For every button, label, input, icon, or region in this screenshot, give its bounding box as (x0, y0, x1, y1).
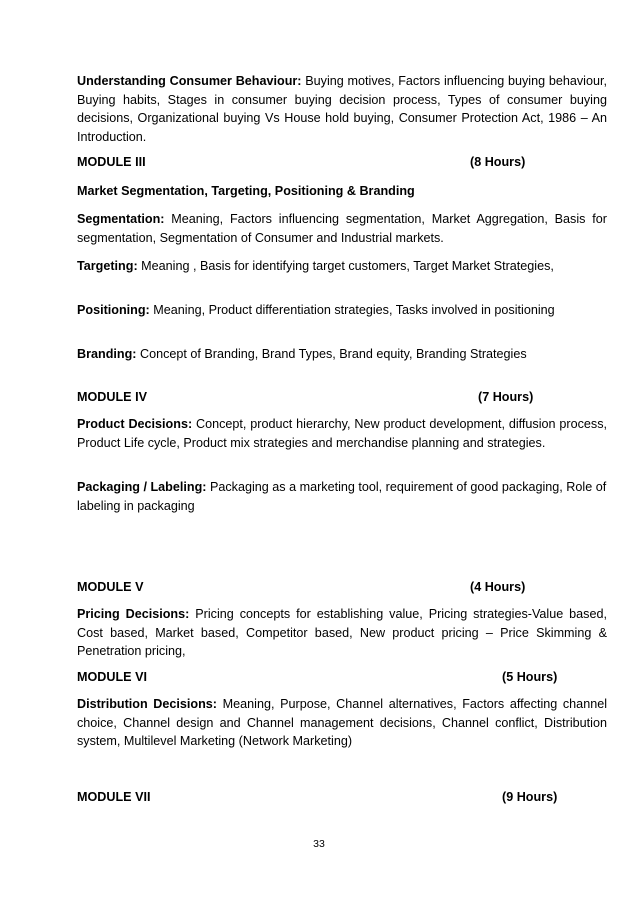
branding-heading: Branding: (77, 347, 137, 361)
distribution-decisions-heading: Distribution Decisions: (77, 697, 217, 711)
targeting-text: Meaning , Basis for identifying target customers, Target Market Strategies, (137, 259, 554, 273)
targeting-paragraph (77, 257, 607, 276)
branding-paragraph (77, 345, 607, 364)
distribution-decisions-paragraph (77, 695, 607, 751)
positioning-text: Meaning, Product differentiation strategies, Tasks involved in positioning (149, 303, 555, 317)
positioning-paragraph (77, 301, 607, 320)
pricing-decisions-heading: Pricing Decisions: (77, 607, 190, 621)
module-3-hours: (8 Hours) (470, 155, 526, 169)
packaging-heading: Packaging / Labeling: (77, 480, 207, 494)
module-4-title: MODULE IV (77, 390, 147, 404)
module-5-hours: (4 Hours) (470, 580, 526, 594)
module-7-hours: (9 Hours) (502, 790, 558, 804)
consumer-behaviour-heading: Understanding Consumer Behaviour: (77, 74, 302, 88)
product-decisions-paragraph (77, 415, 607, 452)
module-3-title: MODULE III (77, 155, 146, 169)
pricing-decisions-paragraph (77, 605, 607, 661)
distribution-decisions-text: Meaning, Purpose, Channel alternatives, Factors affecting channel choice, Channel design and Channel management decisions, Channel conflict, Distribution system, Multilevel Marketing (Network Marketing) (77, 697, 608, 749)
segmentation-heading: Segmentation: (77, 212, 165, 226)
module-6-hours: (5 Hours) (502, 670, 558, 684)
product-decisions-heading: Product Decisions: (77, 417, 193, 431)
packaging-text: Packaging as a marketing tool, requirement of good packaging, Role of labeling in packaging (77, 480, 607, 513)
packaging-paragraph (77, 478, 607, 515)
page-number: 33 (313, 838, 325, 850)
module-7-title: MODULE VII (77, 790, 151, 804)
module-6-title: MODULE VI (77, 670, 147, 684)
module-3-subtitle: Market Segmentation, Targeting, Positioning & Branding (77, 184, 415, 198)
module-4-hours: (7 Hours) (478, 390, 534, 404)
consumer-behaviour-paragraph (77, 72, 607, 146)
segmentation-text: Meaning, Factors influencing segmentation, Market Aggregation, Basis for segmentation, Segmentation of Consumer and Industrial markets. (77, 212, 607, 245)
positioning-heading: Positioning: (77, 303, 150, 317)
segmentation-paragraph (77, 210, 607, 247)
product-decisions-text: Concept, product hierarchy, New product development, diffusion process, Product Life cycle, Product mix strategies and merchandise planning and strategies. (77, 417, 607, 450)
consumer-behaviour-text: Buying motives, Factors influencing buying behaviour, Buying habits, Stages in consumer buying decision process, Types of consumer buying decisions, Organizational buying Vs House hold buying, Consumer Protection Act, 1986 – An Introduction. (77, 74, 607, 144)
pricing-decisions-text: Pricing concepts for establishing value, Pricing strategies-Value based, Cost based, Market based, Competitor based, New product pricing – Price Skimming & Penetration pricing, (77, 607, 607, 659)
targeting-heading: Targeting: (77, 259, 138, 273)
module-5-title: MODULE V (77, 580, 144, 594)
branding-text: Concept of Branding, Brand Types, Brand equity, Branding Strategies (136, 347, 527, 361)
